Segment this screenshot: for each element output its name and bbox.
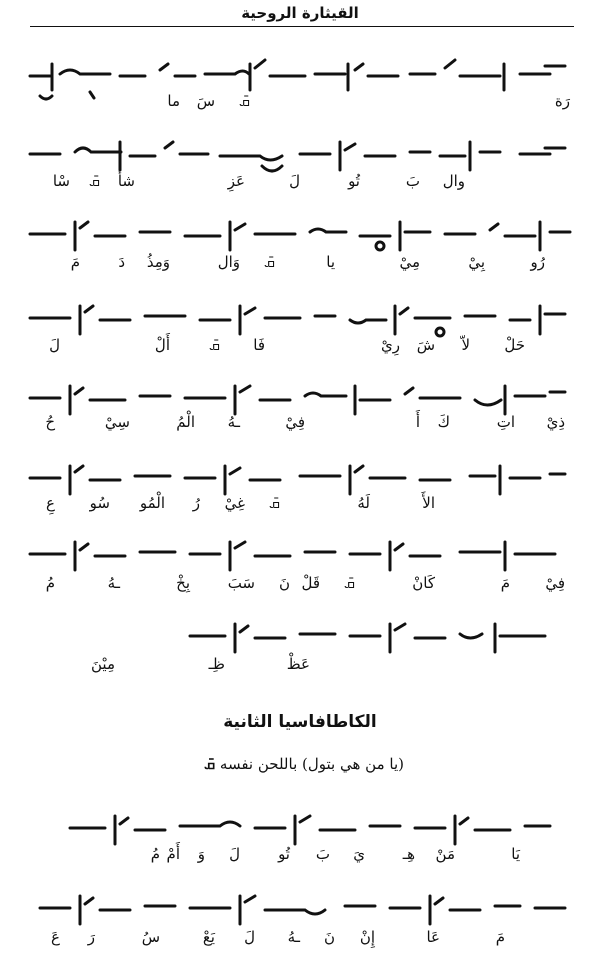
section-subtitle	[0, 755, 600, 773]
syllable: عِ	[46, 494, 55, 512]
syllable: عَظْ	[286, 655, 310, 673]
syllable: رَة	[554, 92, 570, 110]
syllable: اتِ	[496, 413, 515, 431]
syllable: أَلْ	[154, 336, 170, 354]
lyric-row-4	[0, 336, 600, 362]
syllable: فِيْ	[285, 413, 305, 431]
syllable: سُ	[141, 928, 160, 946]
syllable: رِيْ	[381, 336, 400, 354]
syllable: نَ	[323, 928, 335, 946]
syllable: مَ	[70, 253, 80, 271]
syllable: وال	[442, 172, 465, 190]
syllable: هِـ	[402, 845, 415, 863]
syllable: ما	[167, 92, 180, 110]
mode-symbol: ܩ̄	[204, 755, 216, 773]
syllable: حَلْ	[504, 336, 525, 354]
lyric-row-1	[0, 92, 600, 118]
syllable: شأ	[117, 172, 135, 190]
lyric-row-7	[0, 574, 600, 600]
syllable: مِيْ	[399, 253, 420, 271]
syllable: عَا	[426, 928, 440, 946]
syllable: رُو	[530, 253, 545, 271]
syllable: عَ	[51, 928, 60, 946]
syllable: نَ	[278, 574, 290, 592]
syllable: سُو	[89, 494, 110, 512]
mode-sign: ܩ̄	[208, 336, 220, 354]
lyric-row-8	[0, 655, 600, 681]
mode-sign: ܩ̄	[238, 92, 250, 110]
syllable: سَبَ	[227, 574, 255, 592]
syllable: بَ	[315, 845, 330, 863]
syllable: شَ	[416, 336, 435, 354]
syllable: أَمْ	[166, 845, 180, 863]
syllable: أَ	[415, 413, 420, 431]
lyric-row-9	[0, 845, 600, 871]
syllable: تُو	[348, 172, 360, 190]
syllable: مَ	[495, 928, 505, 946]
syllable: لَ	[229, 845, 240, 863]
syllable: قَلْ	[301, 574, 320, 592]
syllable: مُ	[150, 845, 160, 863]
header-rule	[30, 26, 574, 27]
syllable: بِيْ	[468, 253, 485, 271]
syllable: مُ	[45, 574, 55, 592]
syllable: بِخْ	[176, 574, 190, 592]
syllable: لَ	[49, 336, 60, 354]
mode-sign: ܩ̄	[268, 494, 280, 512]
syllable: فِيْ	[545, 574, 565, 592]
syllable: مَ	[500, 574, 510, 592]
syllable: رُ	[192, 494, 200, 512]
mode-sign: ܩ̄	[343, 574, 355, 592]
syllable: يَا	[511, 845, 520, 863]
lyric-row-2	[0, 172, 600, 198]
syllable: كَ	[437, 413, 450, 431]
syllable: لَ	[289, 172, 300, 190]
syllable: ـهُ	[287, 928, 300, 946]
syllable: يَ	[353, 845, 365, 863]
syllable: بَ	[405, 172, 420, 190]
syllable: سِيْ	[104, 413, 130, 431]
syllable: وَ	[197, 845, 205, 863]
syllable: مَنْ	[435, 845, 455, 863]
syllable: يا	[326, 253, 335, 271]
syllable: حُ	[45, 413, 55, 431]
mode-sign: ܩ̄	[88, 172, 100, 190]
lyric-row-10	[0, 928, 600, 954]
syllable: ذِيْ	[546, 413, 565, 431]
syllable: دَ	[118, 253, 125, 271]
lyric-row-5	[0, 413, 600, 439]
syllable: رَ	[87, 928, 95, 946]
header-title: القيثارة الروحية	[241, 4, 359, 22]
syllable: لَهُ	[357, 494, 370, 512]
syllable: الْمُ	[176, 413, 195, 431]
syllable: سْا	[52, 172, 70, 190]
syllable: وَال	[217, 253, 240, 271]
syllable: فَا	[253, 336, 265, 354]
syllable: وَمِذُ	[146, 253, 170, 271]
mode-sign: ܩ̄	[263, 253, 275, 271]
syllable: لَ	[244, 928, 255, 946]
running-header	[0, 0, 600, 28]
syllable: غِيْ	[224, 494, 245, 512]
syllable: ظِـ	[208, 655, 225, 673]
syllable: مِيْنَ	[91, 655, 115, 673]
lyric-row-6	[0, 494, 600, 520]
syllable: الأَ	[422, 494, 435, 512]
syllable: كَانْ	[412, 574, 435, 592]
subtitle-text: (يا من هي بتول) باللحن نفسه	[219, 755, 404, 773]
syllable: إِنْ	[359, 928, 375, 946]
syllable: لاّ	[461, 336, 470, 354]
syllable: ـهُ	[107, 574, 120, 592]
syllable: الْمُو	[139, 494, 165, 512]
section-title: الكاطافاسيا الثانية	[223, 712, 377, 732]
syllable: يَعْ	[202, 928, 215, 946]
syllable: سَ	[196, 92, 215, 110]
syllable: ـهُ	[227, 413, 240, 431]
syllable: عَزِ	[227, 172, 245, 190]
syllable: تُو	[278, 845, 290, 863]
lyric-row-3	[0, 253, 600, 279]
